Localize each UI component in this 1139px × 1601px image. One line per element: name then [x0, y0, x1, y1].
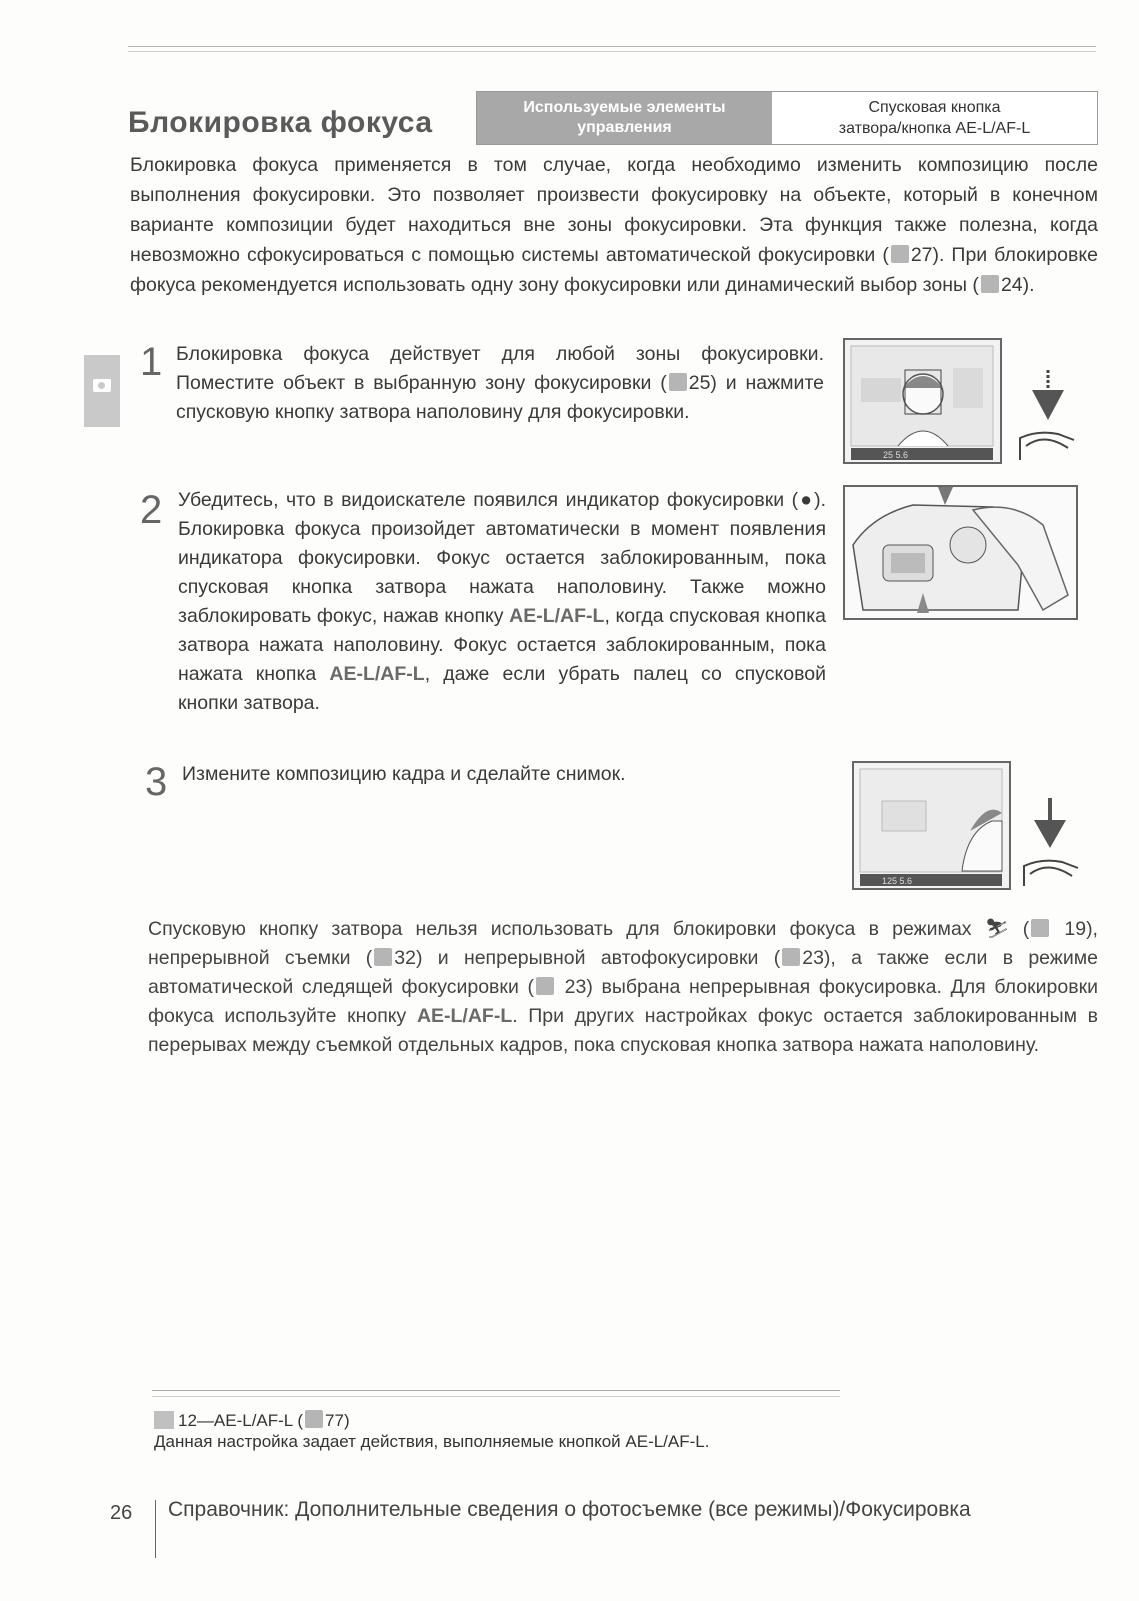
step-3-number: 3	[145, 760, 168, 804]
camera-back-figure	[843, 485, 1079, 621]
sports-mode-icon: ⛷	[984, 918, 1010, 940]
full-press-icon	[1022, 796, 1082, 891]
intro-ref1-text: 27). При блокировке фокуса рекомендуется использовать одну зону фокусировки или динамический выбор зоны (	[130, 244, 1098, 296]
note-text-c: 32) и непрерывной автофокусировки (	[394, 947, 781, 969]
intro-ref2-text: 24).	[1000, 274, 1035, 296]
page-ref-icon	[1031, 919, 1049, 937]
page-ref-icon	[782, 948, 800, 966]
step-2-text-a: Убедитесь, что в видоискателе появился индикатор фокусировки (●). Блокировка фокуса произойдет автоматически в момент появления индикатора фокусировки. Фокус остается заблокированным, пока спусковая кнопка затвора нажата наполовину. Также можно заблокировать фокус, нажав кнопку	[178, 489, 826, 627]
note-text-f: . При других настройках фокус остается заблокированным в перерывах между съемкой отдельных кадров, пока спусковая кнопка затвора нажата наполовину.	[148, 1005, 1098, 1056]
page-ref-icon	[891, 245, 909, 263]
note-text-d: 23), а также если в режиме автоматической следящей фокусировки (	[148, 947, 1098, 998]
viewfinder-readout-1: 25 5.6	[883, 450, 909, 460]
viewfinder-figure-1	[843, 338, 1003, 466]
controls-value	[772, 92, 1097, 144]
step-3-text: Измените композицию кадра и сделайте снимок.	[182, 763, 626, 785]
camera-tab	[84, 355, 120, 427]
step-1-text-b: 25) и нажмите спусковую кнопку затвора наполовину для фокусировки.	[176, 372, 824, 423]
page-number: 26	[110, 1502, 133, 1524]
controls-label-line-1: Используемые элементы	[523, 99, 726, 116]
section-title: Справочник: Дополнительные сведения о фотосъемке (все режимы)/Фокусировка	[168, 1498, 971, 1521]
top-rule	[128, 46, 1096, 52]
note-text-b: 19), непрерывной съемки (	[148, 918, 1098, 969]
controls-label-line-2: управления	[577, 119, 672, 136]
step-1-number: 1	[140, 340, 163, 384]
viewfinder-figure-2	[852, 761, 1012, 891]
footnote-title	[154, 1410, 350, 1431]
page-ref-icon	[669, 373, 687, 391]
ae-l-af-l-label: AE-L/AF-L	[329, 663, 425, 685]
intro-paragraph	[130, 150, 1098, 300]
footnote-title-b: 77)	[325, 1411, 350, 1430]
pencil-icon	[154, 1411, 174, 1429]
footnote-title-a: 12—AE-L/AF-L (	[178, 1411, 304, 1430]
page-ref-icon	[305, 1410, 323, 1428]
step-2-text-c: , даже если убрать палец со спусковой кнопки затвора.	[178, 663, 826, 714]
page-ref-icon	[536, 977, 554, 995]
ae-l-af-l-label: AE-L/AF-L	[509, 605, 605, 627]
step-1-text	[176, 340, 824, 427]
step-2-text-b: , когда спусковая кнопка затвора нажата наполовину. Фокус остается заблокированным, пока нажата кнопка	[178, 605, 827, 685]
footnote-rule	[152, 1390, 840, 1397]
step-2-text	[178, 486, 826, 718]
intro-text: Блокировка фокуса применяется в том случае, когда необходимо изменить композицию после выполнения фокусировки. Это позволяет произвести фокусировку на объекте, который в конечном варианте композиции будет находиться вне зоны фокусировки. Эта функция также полезна, когда невозможно сфокусироваться с помощью системы автоматической фокусировки (	[130, 154, 1098, 266]
footnote-text: Данная настройка задает действия, выполняемые кнопкой AE-L/AF-L.	[154, 1432, 710, 1451]
ae-l-af-l-label: AE-L/AF-L	[416, 1005, 513, 1027]
note-text-e: 23) выбрана непрерывная фокусировка. Для блокировки фокуса используйте кнопку	[148, 976, 1098, 1027]
camera-icon	[93, 379, 111, 392]
step-1-text-a: Блокировка фокуса действует для любой зоны фокусировки. Поместите объект в выбранную зону фокусировки (	[176, 343, 824, 394]
controls-box	[476, 91, 1098, 145]
footer-separator	[155, 1500, 156, 1558]
controls-value-line-1: Спусковая кнопка	[868, 99, 1001, 116]
page-ref-icon	[981, 275, 999, 293]
viewfinder-readout-2: 125 5.6	[882, 876, 913, 886]
note-paragraph: Спусковую кнопку затвора нельзя использовать для блокировки фокуса в режимах ⛷ ( 19), непрерывной съемки ( 32) и непрерывной автофокусировки ( 23), а также если в режиме автоматической следящей фокусировки ( 23) выбрана непрерывная фокусировка. Для блокировки фокуса используйте кнопку AE-L/AF-L. При других настройках фокус остается заблокированным в перерывах между съемкой отдельных кадров, пока спусковая кнопка затвора нажата наполовину.	[148, 918, 1098, 1056]
half-press-icon	[1018, 368, 1078, 468]
controls-value-line-2: затвора/кнопка AE-L/AF-L	[838, 120, 1031, 137]
step-2-number: 2	[140, 488, 163, 532]
page-ref-icon	[374, 948, 392, 966]
controls-label	[477, 92, 772, 144]
note-text-a: Спусковую кнопку затвора нельзя использовать для блокировки фокуса в режимах	[148, 918, 985, 940]
page-title: Блокировка фокуса	[128, 106, 433, 139]
